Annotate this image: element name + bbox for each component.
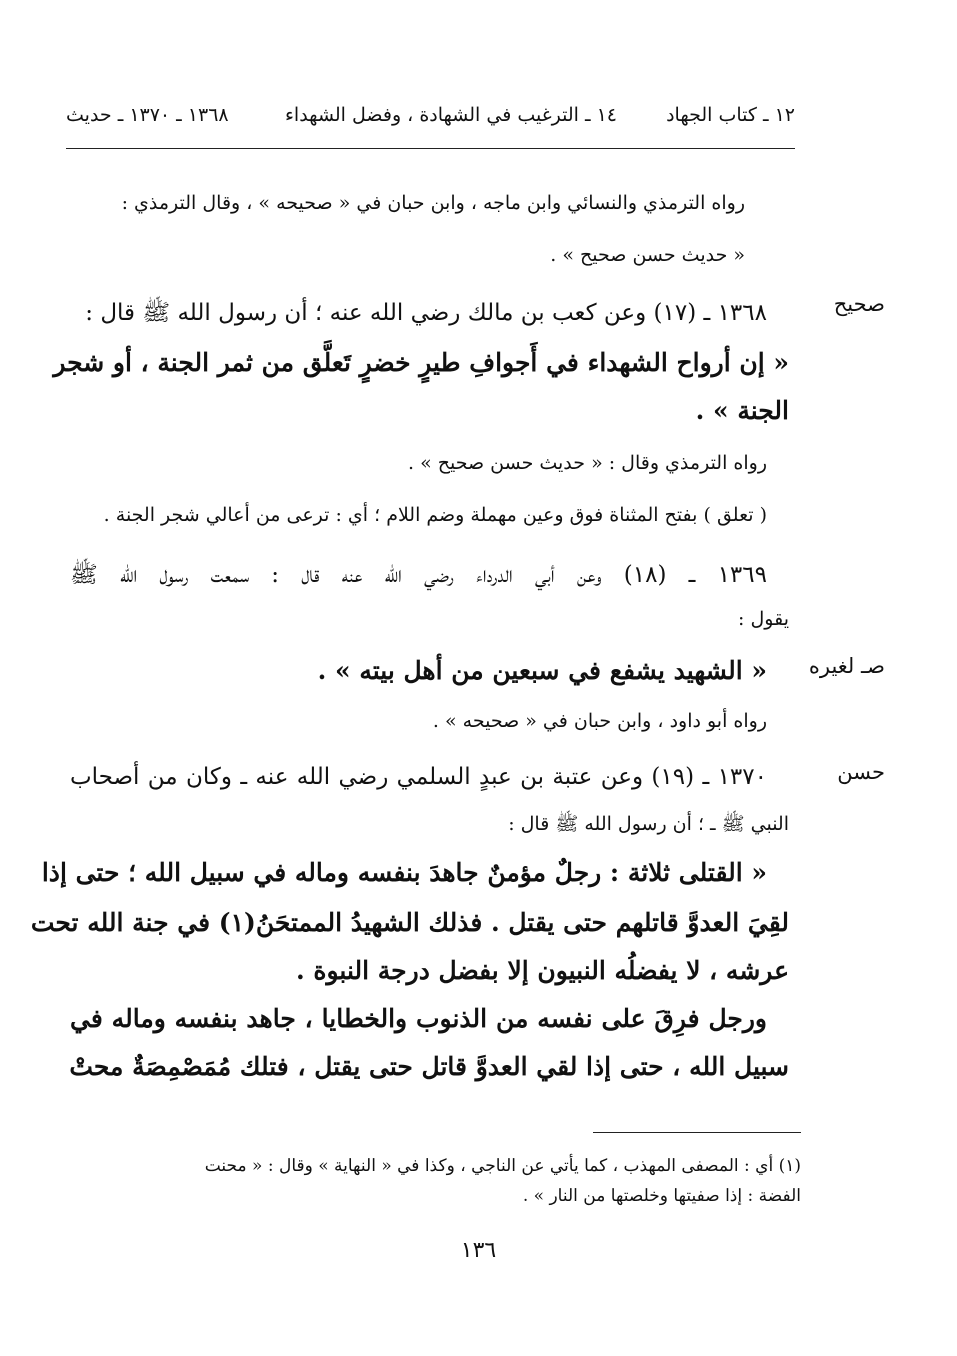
text-line: يقول : (738, 608, 789, 630)
hadith-1368-matn: « إن أرواح الشهداء في أَجوافِ طيرٍ خضرٍ تَعلَّق من ثمر الجنة ، أو شجر (53, 348, 789, 377)
hadith-1370-matn: ورجل فرِقَ على نفسه من الذنوب والخطايا ، جاهد بنفسه وماله في (70, 1004, 767, 1033)
hadith-1370-matn: سبيل الله ، حتى إذا لقي العدوَّ قاتل حتى يقتل ، فتلك مُمَصْمِصَةٌ محتْ (69, 1052, 789, 1081)
hadith-1370-matn: « القتلى ثلاثة : رجلٌ مؤمنٌ جاهدَ بنفسه وماله في سبيل الله ؛ حتى إذا (41, 858, 767, 887)
header-book-title: ١٢ ـ كتاب الجهاد (666, 104, 795, 126)
footnote-line: (١) أي : المصفى المهذب ، كما يأتي عن الناجي ، وكذا في « النهاية » وقال : « محنت (204, 1156, 801, 1176)
hadith-1370-intro: ١٣٧٠ ـ (١٩) وعن عتبة بن عبدٍ السلمي رضي الله عنه ـ وكان من أصحاب (70, 764, 767, 790)
footnote-divider (593, 1132, 801, 1133)
grade-1370: حسن (837, 760, 885, 784)
text-line: ( تعلق ) بفتح المثناة فوق وعين مهملة وضم اللام ؛ أي : ترعى من أعالي شجر الجنة . (103, 504, 767, 526)
footnote-line: الفضة : إذا صفيتها وخلصتها من النار » . (522, 1186, 801, 1206)
grade-1369: صـ لغيره (808, 654, 885, 678)
header-chapter-title: ١٤ ـ الترغيب في الشهادة ، وفضل الشهداء (285, 104, 617, 126)
hadith-1368-intro: ١٣٦٨ ـ (١٧) وعن كعب بن مالك رضي الله عنه ؛ أن رسول الله ﷺ قال : (85, 300, 767, 326)
text-line: رواه الترمذي وقال : « حديث حسن صحيح » . (407, 452, 767, 474)
text-line: رواه الترمذي والنسائي وابن ماجه ، وابن حبان في « صحيحه » ، وقال الترمذي : (121, 192, 745, 214)
grade-1368: صحيح (833, 292, 885, 316)
page-number: ١٣٦ (460, 1238, 497, 1263)
hadith-1370-matn: عرشه ، لا يفضلُه النبيون إلا بفضل درجة النبوة . (295, 956, 789, 985)
hadith-1369-intro: ١٣٦٩ ـ (١٨) وعن أبي الدرداء رضي الله عنه قال : سمعت رسول الله ﷺ (70, 562, 767, 588)
hadith-1368-matn-end: الجنة » . (695, 396, 789, 425)
header-hadith-range: ١٣٦٨ ـ ١٣٧٠ ـ حديث (66, 104, 229, 126)
hadith-1370-matn: لقِيَ العدوَّ قاتلهم حتى يقتل . فذلك الشهيدُ الممتحَنُ(١) في جنة الله تحت (30, 908, 789, 937)
text-line: « حديث حسن صحيح » . (550, 244, 745, 266)
text-line: رواه أبو داود ، وابن حبان في « صحيحه » . (432, 710, 767, 732)
text-line: النبي ﷺ ـ ؛ أن رسول الله ﷺ قال : (508, 813, 789, 835)
main-text (30, 0, 789, 1356)
hadith-1369-matn: « الشهيد يشفع في سبعين من أهل بيته » . (317, 656, 767, 685)
